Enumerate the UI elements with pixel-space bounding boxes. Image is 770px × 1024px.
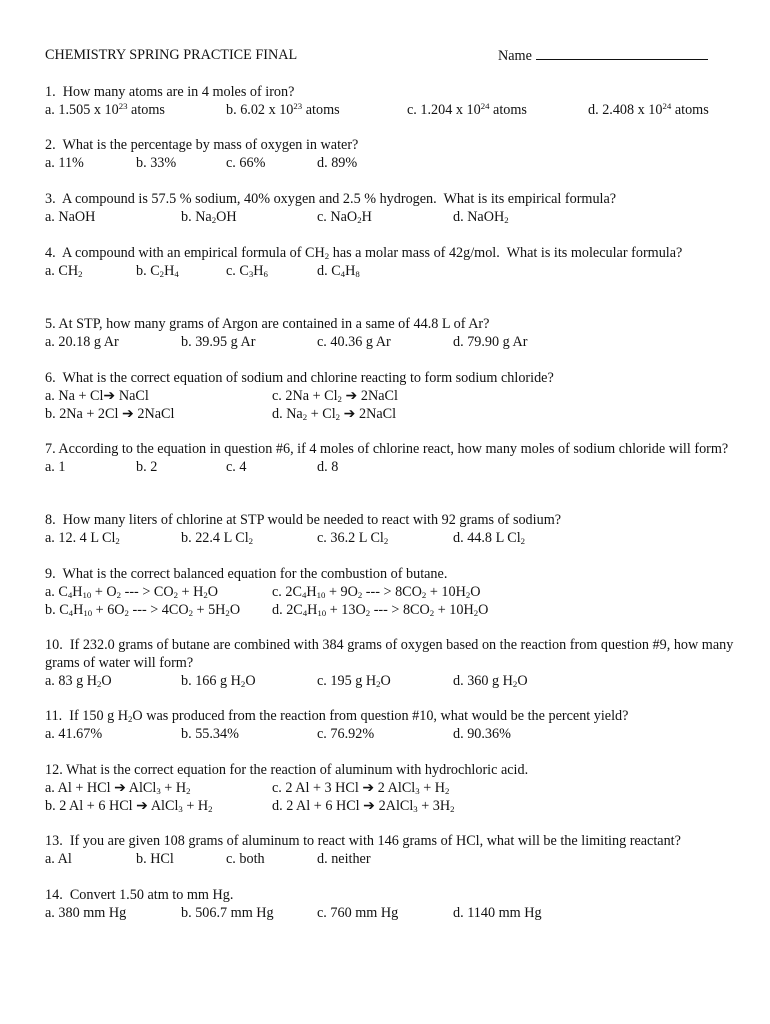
answer-option[interactable]: b. 506.7 mm Hg: [181, 905, 274, 921]
answer-row: [45, 405, 735, 423]
answer-row: [45, 583, 735, 601]
question-12: [45, 761, 735, 815]
question-stem: 6. What is the correct equation of sodium and chlorine reacting to form sodium chloride?: [45, 370, 554, 386]
page-title: CHEMISTRY SPRING PRACTICE FINAL: [45, 47, 298, 63]
answer-option[interactable]: d. 2 Al + 6 HCl ➔ 2AlCl$_3$ + $3H_2$: [272, 798, 455, 815]
answer-option[interactable]: a. 1: [45, 459, 66, 475]
question-stem: 5. At STP, how many grams of Argon are contained in a same of 44.8 L of Ar?: [45, 316, 490, 332]
answer-option[interactable]: c. 195 g $H_2O$: [317, 673, 391, 690]
question-stem: 8. How many liters of chlorine at STP would be needed to react with 92 grams of sodium?: [45, 512, 562, 528]
answer-option[interactable]: d. 44.8 L $Cl_2$: [453, 530, 526, 547]
answer-option[interactable]: b. $Na_2OH$: [181, 209, 237, 226]
answer-option[interactable]: c. 760 mm Hg: [317, 905, 399, 921]
question-11: [45, 707, 735, 743]
answer-option[interactable]: d. $2C_4H_{10} + 13O_2$ --- > $8CO_2 + 10H_2O$: [272, 602, 489, 619]
name-field[interactable]: [498, 47, 708, 65]
answer-option[interactable]: d. $C_4H_8$: [317, 263, 360, 280]
question-stem: 13. If you are given 108 grams of aluminum to react with 146 grams of HCl, what will be the limiting reactant?: [45, 833, 681, 849]
question-1: [45, 83, 735, 119]
question-stem: 14. Convert 1.50 atm to mm Hg.: [45, 887, 234, 903]
answer-option[interactable]: c. $C_3H_6$: [226, 263, 268, 280]
answer-option[interactable]: d. 8: [317, 459, 339, 475]
answer-option[interactable]: d. 89%: [317, 155, 358, 171]
answer-option[interactable]: b. HCl: [136, 851, 174, 867]
answer-row: [45, 672, 735, 690]
question-stem: 1. How many atoms are in 4 moles of iron?: [45, 84, 295, 100]
answer-option[interactable]: b. 166 g $H_2O$: [181, 673, 256, 690]
answer-option[interactable]: a. 1.505 x $10^{23}$ atoms: [45, 101, 165, 118]
answer-option[interactable]: d. 360 g $H_2O$: [453, 673, 528, 690]
answer-option[interactable]: c. 1.204 x $10^{24}$ atoms: [407, 101, 527, 118]
question-6: [45, 369, 735, 423]
question-8: [45, 511, 735, 547]
answer-row: [45, 779, 735, 797]
question-14: [45, 886, 735, 922]
answer-option[interactable]: b. $C_2H_4$: [136, 263, 179, 280]
question-stem: 2. What is the percentage by mass of oxygen in water?: [45, 137, 359, 153]
question-stem: 10. If 232.0 grams of butane are combined with 384 grams of oxygen based on the reaction from question #9, how many grams of water will form?: [45, 637, 737, 671]
answer-option[interactable]: c. 2 Al + 3 HCl ➔ 2 AlCl$_3$ + $H_2$: [272, 780, 450, 797]
answer-option[interactable]: b. 2Na + 2Cl ➔ 2NaCl: [45, 406, 175, 422]
answer-option[interactable]: c. $2Na + Cl_2$ ➔ 2NaCl: [272, 388, 398, 405]
answer-row: [45, 262, 735, 280]
question-5: [45, 315, 735, 351]
header: [45, 47, 725, 65]
answer-option[interactable]: b. 55.34%: [181, 726, 239, 742]
question-stem: 11. If 150 g $H_2O$ was produced from the reaction from question #10, what would be the percent yield?: [45, 708, 629, 725]
answer-option[interactable]: d. neither: [317, 851, 371, 867]
answer-option[interactable]: d. 1140 mm Hg: [453, 905, 542, 921]
answer-row: [45, 458, 735, 476]
answer-option[interactable]: a. 83 g $H_2O$: [45, 673, 112, 690]
question-13: [45, 832, 735, 868]
answer-row: [45, 208, 735, 226]
question-7: [45, 440, 735, 476]
answer-option[interactable]: b. 39.95 g Ar: [181, 334, 256, 350]
answer-row: [45, 797, 735, 815]
question-stem: 4. A compound with an empirical formula of $CH_2$ has a molar mass of 42g/mol. What is its molecular formula?: [45, 245, 683, 262]
answer-option[interactable]: d. 90.36%: [453, 726, 511, 742]
question-3: [45, 190, 735, 226]
answer-option[interactable]: b. $C_4H_{10} + 6O_2$ --- > $4CO_2 + 5H_2O$: [45, 602, 241, 619]
answer-option[interactable]: c. 36.2 L $Cl_2$: [317, 530, 389, 547]
name-label: Name: [498, 48, 532, 64]
question-4: [45, 244, 735, 280]
answer-row: [45, 725, 735, 743]
answer-option[interactable]: c. 76.92%: [317, 726, 375, 742]
answer-option[interactable]: a. 20.18 g Ar: [45, 334, 119, 350]
answer-option[interactable]: d. 2.408 x $10^{24}$ atoms: [588, 101, 709, 118]
answer-row: [45, 333, 735, 351]
answer-option[interactable]: c. 66%: [226, 155, 266, 171]
question-9: [45, 565, 735, 619]
answer-option[interactable]: a. NaOH: [45, 209, 96, 225]
answer-option[interactable]: d. $Na_2 + Cl_2$ ➔ 2NaCl: [272, 406, 397, 423]
answer-option[interactable]: d. NaOH$_2$: [453, 209, 509, 226]
answer-option[interactable]: b. 33%: [136, 155, 177, 171]
answer-option[interactable]: a. Na + Cl➔ NaCl: [45, 388, 149, 404]
answer-row: [45, 387, 735, 405]
answer-option[interactable]: a. 41.67%: [45, 726, 103, 742]
answer-option[interactable]: a. $CH_2$: [45, 263, 83, 280]
answer-option[interactable]: a. 12. 4 L $Cl_2$: [45, 530, 120, 547]
answer-option[interactable]: a. 11%: [45, 155, 84, 171]
name-blank-line: [536, 47, 708, 60]
answer-row: [45, 850, 735, 868]
answer-option[interactable]: a. Al: [45, 851, 72, 867]
answer-row: [45, 529, 735, 547]
answer-row: [45, 154, 735, 172]
answer-option[interactable]: c. 4: [226, 459, 247, 475]
answer-option[interactable]: c. both: [226, 851, 265, 867]
answer-option[interactable]: b. 22.4 L $Cl_2$: [181, 530, 254, 547]
answer-row: [45, 101, 735, 119]
answer-option[interactable]: c. $2C_4H_{10} + 9O_2$ --- > $8CO_2 + 10H_2O$: [272, 584, 481, 601]
question-stem: 12. What is the correct equation for the reaction of aluminum with hydrochloric acid.: [45, 762, 529, 778]
answer-option[interactable]: d. 79.90 g Ar: [453, 334, 528, 350]
answer-row: [45, 904, 735, 922]
answer-option[interactable]: b. 6.02 x $10^{23}$ atoms: [226, 101, 340, 118]
answer-option[interactable]: c. NaO$_2$H: [317, 209, 372, 226]
question-stem: 9. What is the correct balanced equation for the combustion of butane.: [45, 566, 448, 582]
question-10: [45, 636, 735, 690]
answer-option[interactable]: b. 2 Al + 6 HCl ➔ AlCl$_3$ + $H_2$: [45, 798, 213, 815]
answer-option[interactable]: a. $C_4H_{10} + O_2$ --- > $CO_2 + H_2O$: [45, 584, 218, 601]
answer-option[interactable]: b. 2: [136, 459, 158, 475]
question-2: [45, 136, 735, 172]
question-stem: 3. A compound is 57.5 % sodium, 40% oxygen and 2.5 % hydrogen. What is its empirical formula?: [45, 191, 617, 207]
answer-option[interactable]: a. Al + HCl ➔ AlCl$_3$ + $H_2$: [45, 780, 191, 797]
answer-row: [45, 601, 735, 619]
answer-option[interactable]: a. 380 mm Hg: [45, 905, 127, 921]
answer-option[interactable]: c. 40.36 g Ar: [317, 334, 391, 350]
question-stem: 7. According to the equation in question #6, if 4 moles of chlorine react, how many moles of sodium chloride will form?: [45, 441, 729, 457]
